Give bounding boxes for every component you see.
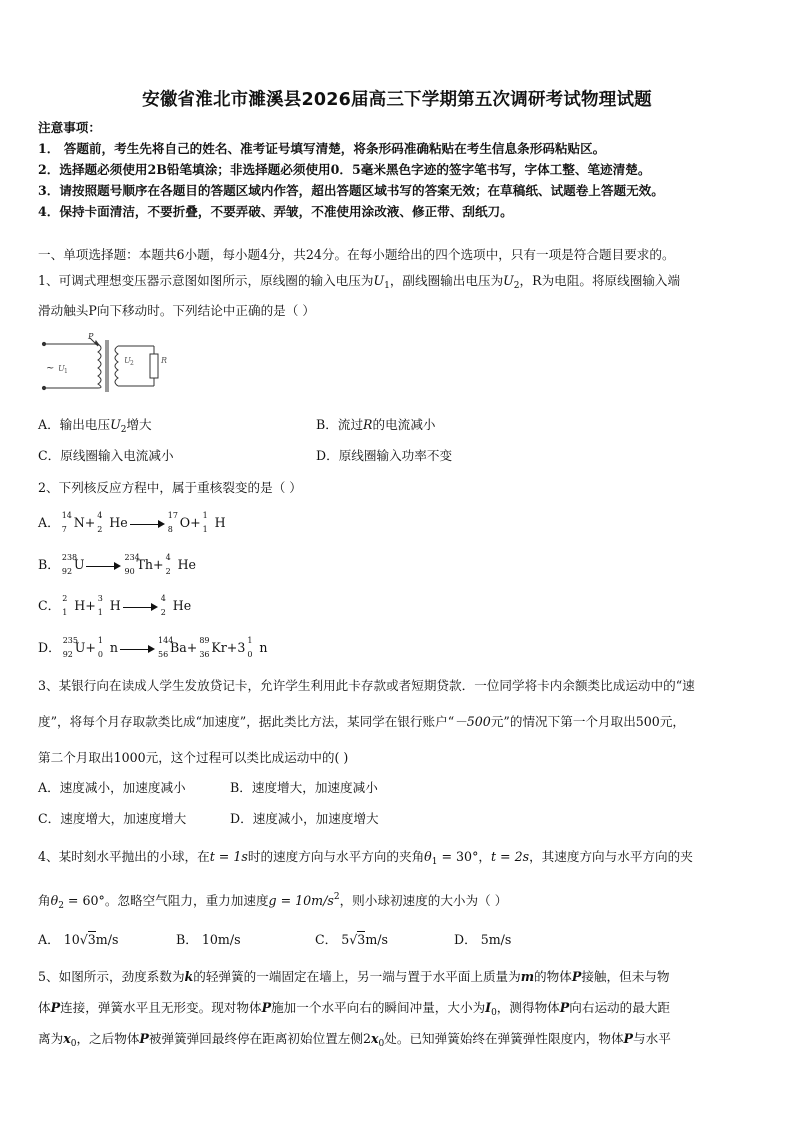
nuclide-he: 4 2 He xyxy=(97,511,128,534)
reaction-arrow-icon xyxy=(84,561,122,571)
q1-stem-line2: 滑动触头P向下移动时。下列结论中正确的是（ ） xyxy=(38,303,315,318)
nuclide-u: 238 92 U xyxy=(61,553,85,576)
q5-stem-line2: 体P连接，弹簧水平且无形变。现对物体P施加一个水平向右的瞬间冲量，大小为$I_0$，测得物体P向右运动的最大距 xyxy=(38,1000,670,1018)
q3-option-c: C．速度增大，加速度增大 xyxy=(38,811,187,826)
nuclide-he: 4 2 He xyxy=(165,553,196,576)
q2-option-d: D． 235 92 U+ 1 0 n 144 56 Ba+ 89 36 Kr+3 1 0 n xyxy=(38,636,268,659)
nuclide-u: 235 92 U xyxy=(62,636,86,659)
q3-option-d: D．速度减小，加速度增大 xyxy=(230,811,379,826)
q3-stem-line2: 度”，将每个月存取款类比成“加速度”，据此类比方法，某同学在银行账户“－500元”的情况下第一个月取出500元， xyxy=(38,714,686,729)
q4-option-d: D． 5m/s xyxy=(454,932,512,947)
notice-item-3: 3．请按照题号顺序在各题目的答题区域内作答，超出答题区域书写的答案无效；在草稿纸、试题卷上答题无效。 xyxy=(38,183,664,198)
q3-stem-line3: 第二个月取出1000元，这个过程可以类比成运动中的( ) xyxy=(38,750,349,765)
q2-option-b: B． 238 92 U 234 90 Th+ 4 2 He xyxy=(38,553,196,576)
equation-operator: +3 xyxy=(226,640,246,655)
q4-stem-line1: 4、某时刻水平抛出的小球，在t = 1s时的速度方向与水平方向的夹角$\theta_1 = 30^\circ$，t = 2s，其速度方向与水平方向的夹 xyxy=(38,849,693,867)
q4-option-a: A． 10√3m/s xyxy=(38,932,119,947)
fig-label-p: P xyxy=(88,332,94,341)
nuclide-he: 4 2 He xyxy=(160,594,192,617)
fig-label-u2: U xyxy=(124,356,131,365)
q5-stem-line1: 5、如图所示，劲度系数为k的轻弹簧的一端固定在墙上，另一端与置于水平面上质量为m的物体P接触，但未与物 xyxy=(38,969,670,984)
equation-operator: + xyxy=(84,515,96,530)
transformer-figure xyxy=(38,330,168,398)
fig-label-u2-sub: 2 xyxy=(130,360,134,367)
reaction-arrow-icon xyxy=(118,644,156,654)
notice-heading: 注意事项： xyxy=(38,120,101,135)
nuclide-o: 17 8 O xyxy=(167,511,191,534)
notice-item-1: 1． 答题前，考生先将自己的姓名、准考证号填写清楚，将条形码准确粘贴在考生信息条形码粘贴区。 xyxy=(38,141,606,156)
q4-option-b: B． 10m/s xyxy=(176,932,241,947)
nuclide-h: 1 1 H xyxy=(202,511,226,534)
q1-option-a: A．输出电压$U_2$增大 xyxy=(38,417,152,435)
equation-operator: + xyxy=(190,515,201,530)
nuclide-th: 234 90 Th xyxy=(124,553,153,576)
fig-label-u1: U xyxy=(58,364,65,373)
notice-item-4: 4．保持卡面清洁，不要折叠，不要弄破、弄皱，不准使用涂改液、修正带、刮纸刀。 xyxy=(38,204,513,219)
q2-option-c: C． 2 1 H+ 3 1 H 4 2 He xyxy=(38,594,192,617)
fig-label-u1-sub: 1 xyxy=(64,368,68,375)
equation-operator: + xyxy=(186,640,198,655)
q5-stem-line3: 离为$x_0$，之后物体P被弹簧弹回最终停在距离初始位置左侧$2x_0$处。已知弹簧始终在弹簧弹性限度内，物体P与水平 xyxy=(38,1031,671,1049)
exam-title: 安徽省淮北市濉溪县2026届高三下学期第五次调研考试物理试题 xyxy=(142,90,652,110)
nuclide-n: 1 0 n xyxy=(247,636,268,659)
reaction-arrow-icon xyxy=(121,602,159,612)
equation-operator: + xyxy=(153,557,164,572)
q1-option-c: C．原线圈输入电流减小 xyxy=(38,448,174,463)
fig-label-tilde: ~ xyxy=(46,363,55,374)
q4-option-c: C． 5√3m/s xyxy=(315,932,388,947)
reaction-arrow-icon xyxy=(128,519,166,529)
q3-stem-line1: 3、某银行向在读成人学生发放贷记卡，允许学生利用此卡存款或者短期贷款．一位同学将卡内余额类比成运动中的“速 xyxy=(38,678,695,693)
q3-option-b: B．速度增大，加速度减小 xyxy=(230,780,378,795)
nuclide-n: 1 0 n xyxy=(97,636,119,659)
equation-operator: + xyxy=(85,640,96,655)
notice-item-2: 2．选择题必须使用2B铅笔填涂；非选择题必须使用0．5毫米黑色字迹的签字笔书写，字体工整、笔迹清楚。 xyxy=(38,162,651,177)
fig-label-r: R xyxy=(161,356,168,365)
nuclide-n: 14 7 N xyxy=(61,511,85,534)
q4-stem-line2: 角$\theta_2 = 60^\circ$。忽略空气阻力，重力加速度$g = 10m/s^2$，则小球初速度的大小为（ ） xyxy=(38,892,508,911)
equation-operator: + xyxy=(85,598,96,613)
section-heading: 一、单项选择题：本题共6小题，每小题4分，共24分。在每小题给出的四个选项中，只有一项是符合题目要求的。 xyxy=(38,247,675,262)
q3-option-a: A．速度减小，加速度减小 xyxy=(38,780,186,795)
nuclide-h: 2 1 H xyxy=(62,594,86,617)
q1-option-d: D．原线圈输入功率不变 xyxy=(316,448,453,463)
q1-option-b: B．流过R的电流减小 xyxy=(316,417,436,432)
q2-stem: 2、下列核反应方程中，属于重核裂变的是（ ） xyxy=(38,480,302,495)
nuclide-h: 3 1 H xyxy=(97,594,121,617)
nuclide-ba: 144 56 Ba xyxy=(158,636,187,659)
nuclide-kr: 89 36 Kr xyxy=(199,636,227,659)
q2-option-a: A． 14 7 N+ 4 2 He 17 8 O+ 1 1 H xyxy=(38,511,226,534)
q1-stem-line1: 1、可调式理想变压器示意图如图所示，原线圈的输入电压为$U_1$，副线圈输出电压为$U_2$，R为电阻。将原线圈输入端 xyxy=(38,273,681,291)
